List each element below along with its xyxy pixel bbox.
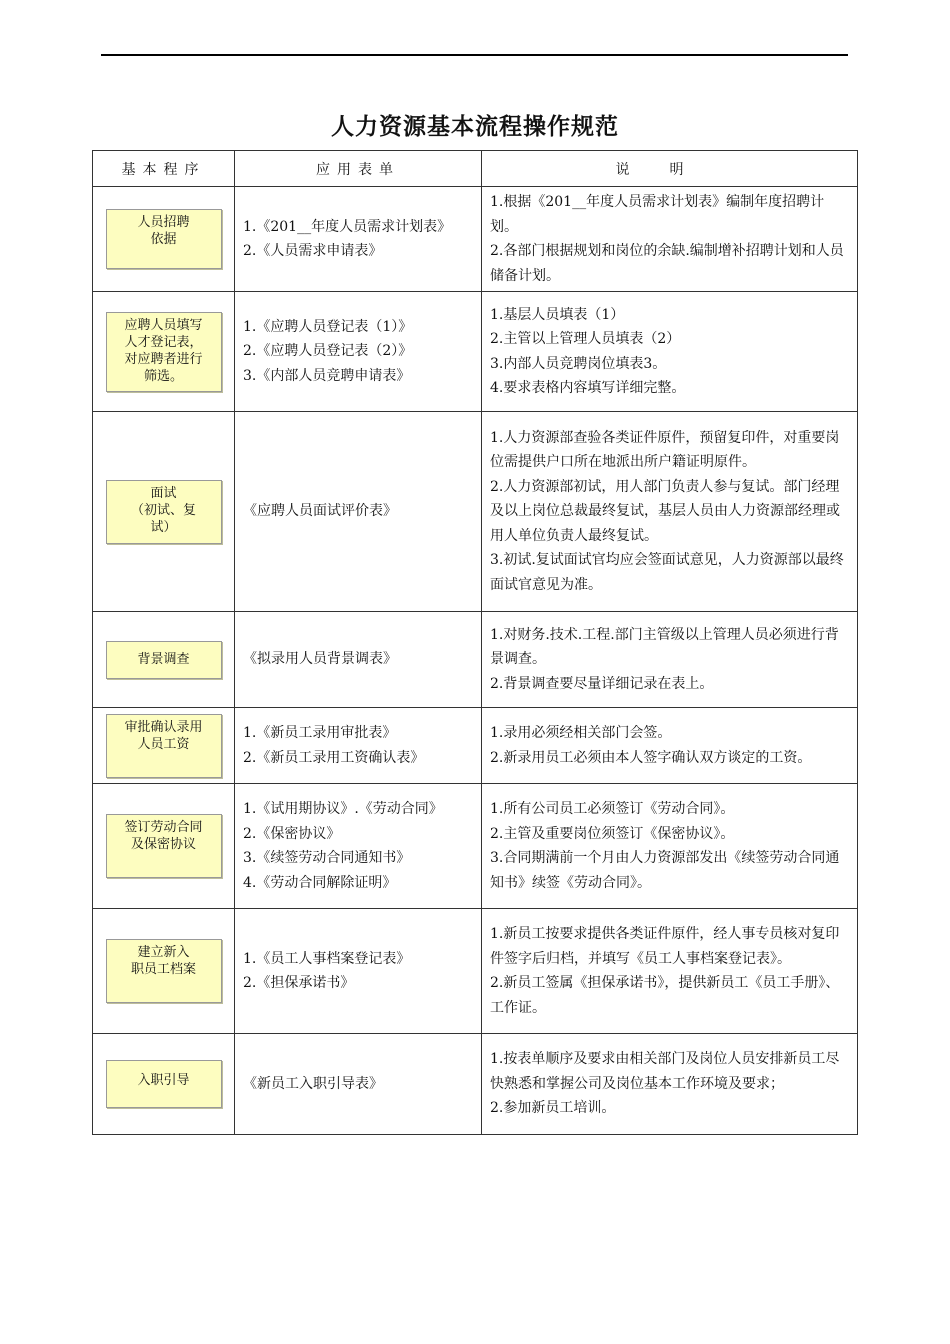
form-item: 1.《员工人事档案登记表》	[243, 950, 411, 967]
header-forms: 应用表单	[235, 151, 482, 187]
step-line: 及保密协议	[130, 837, 196, 852]
step-cell	[93, 612, 235, 708]
step-line: 依据	[150, 232, 177, 247]
table-row	[93, 708, 858, 784]
forms-cell	[235, 612, 482, 708]
form-item: 1.《试用期协议》.《劳动合同》	[243, 801, 443, 817]
step-line: 审批确认录用	[124, 719, 203, 735]
description-item: 2.人力资源部初试，用人部门负责人参与复试。部门经理及以上岗位总裁最终复试，基层人员由人力资源部经理或用人单位负责人最终复试。	[490, 478, 840, 544]
step-cell	[93, 909, 235, 1034]
description-cell	[482, 292, 858, 412]
table-row	[93, 292, 858, 412]
step-line: 人才登记表，	[124, 334, 203, 350]
forms-cell	[235, 784, 482, 909]
description-item: 2.背景调查要尽量详细记录在表上。	[490, 675, 714, 692]
form-item: 《新员工入职引导表》	[243, 1075, 383, 1092]
document-title: 人力资源基本流程操作规范	[331, 114, 619, 140]
description-item: 2.新员工签属《担保承诺书》，提供新员工《员工手册》、工作证。	[490, 975, 840, 1016]
form-item: 1.《应聘人员登记表（1）》	[243, 318, 413, 335]
table-row	[93, 909, 858, 1034]
header-basic-procedure: 基本程序	[93, 151, 235, 187]
description-item: 3.合同期满前一个月由人力资源部发出《续签劳动合同通知书》续签《劳动合同》。	[490, 850, 840, 891]
step-cell	[93, 292, 235, 412]
step-box	[106, 714, 222, 778]
header-rule	[101, 54, 848, 56]
description-item: 4.要求表格内容填写详细完整。	[490, 380, 686, 396]
step-cell	[93, 784, 235, 909]
description-item: 2.各部门根据规划和岗位的余缺.编制增补招聘计划和人员储备计划。	[490, 243, 844, 284]
step-line: 建立新入	[137, 945, 190, 960]
step-cell	[93, 1034, 235, 1135]
step-line: 试）	[150, 519, 177, 535]
description-item: 1.根据《201__年度人员需求计划表》编制年度招聘计划。	[490, 194, 825, 235]
step-line: 对应聘者进行	[124, 351, 203, 367]
description-item: 2.新录用员工必须由本人签字确认双方谈定的工资。	[490, 749, 812, 766]
description-cell	[482, 784, 858, 909]
description-cell	[482, 187, 858, 292]
forms-cell	[235, 412, 482, 612]
table-header-row	[93, 151, 858, 187]
header-description: 说明	[482, 151, 858, 187]
description-item: 1.人力资源部查验各类证件原件，预留复印件，对重要岗位需提供户口所在地派出所户籍证明原件。	[490, 429, 840, 471]
table-row	[93, 187, 858, 292]
description-item: 1.基层人员填表（1）	[490, 306, 625, 323]
form-item: 2.《应聘人员登记表（2）》	[243, 343, 413, 360]
description-cell	[482, 412, 858, 612]
step-line: 背景调查	[137, 651, 190, 667]
step-line: 人员工资	[137, 736, 190, 752]
description-item: 1.录用必须经相关部门会签。	[490, 725, 672, 741]
description-item: 3.初试.复试面试官均应会签面试意见，人力资源部以最终面试官意见为准。	[490, 552, 844, 593]
description-item: 2.主管以上管理人员填表（2）	[490, 331, 681, 347]
step-line: 签订劳动合同	[124, 820, 203, 835]
form-item: 2.《担保承诺书》	[243, 975, 355, 991]
form-item: 2.《保密协议》	[243, 825, 341, 842]
step-box	[106, 1060, 222, 1108]
forms-cell	[235, 187, 482, 292]
form-item: 2.《新员工录用工资确认表》	[243, 749, 425, 766]
description-cell	[482, 612, 858, 708]
form-item: 《应聘人员面试评价表》	[243, 503, 397, 520]
form-item: 《拟录用人员背景调表》	[243, 651, 397, 668]
form-item: 3.《续签劳动合同通知书》	[243, 850, 411, 866]
process-table	[92, 150, 858, 1135]
step-line: 职员工档案	[130, 962, 196, 977]
form-item: 1.《201__年度人员需求计划表》	[243, 218, 452, 235]
description-item: 1.按表单顺序及要求由相关部门及岗位人员安排新员工尽快熟悉和掌握公司及岗位基本工作环境及要求；	[490, 1051, 840, 1092]
step-line: 入职引导	[137, 1073, 190, 1088]
description-item: 2.参加新员工培训。	[490, 1100, 616, 1117]
step-line: 应聘人员填写	[124, 317, 203, 333]
forms-cell	[235, 292, 482, 412]
description-item: 2.主管及重要岗位须签订《保密协议》。	[490, 825, 735, 842]
step-box	[106, 939, 222, 1003]
step-box	[106, 641, 222, 679]
forms-cell	[235, 708, 482, 784]
step-box	[106, 814, 222, 878]
step-line: 筛选。	[143, 368, 183, 384]
form-item: 2.《人员需求申请表》	[243, 243, 383, 259]
form-item: 1.《新员工录用审批表》	[243, 725, 397, 741]
step-line: 人员招聘	[137, 215, 190, 230]
table-row	[93, 784, 858, 909]
step-cell	[93, 187, 235, 292]
table-row	[93, 412, 858, 612]
table-row	[93, 612, 858, 708]
form-item: 4.《劳动合同解除证明》	[243, 874, 397, 891]
step-box	[106, 312, 222, 392]
description-cell	[482, 1034, 858, 1135]
forms-cell	[235, 909, 482, 1034]
form-item: 3.《内部人员竞聘申请表》	[243, 367, 411, 384]
step-line: （初试、复	[130, 502, 196, 518]
step-cell	[93, 412, 235, 612]
table-row	[93, 1034, 858, 1135]
step-cell	[93, 708, 235, 784]
description-item: 1.所有公司员工必须签订《劳动合同》。	[490, 801, 735, 817]
description-cell	[482, 708, 858, 784]
description-item: 1.新员工按要求提供各类证件原件，经人事专员核对复印件签字后归档，并填写《员工人事档案登记表》。	[490, 926, 840, 967]
description-item: 3.内部人员竞聘岗位填表3。	[490, 355, 667, 372]
description-cell	[482, 909, 858, 1034]
step-line: 面试	[150, 485, 177, 501]
step-box	[106, 480, 222, 544]
forms-cell	[235, 1034, 482, 1135]
description-item: 1.对财务.技术.工程.部门主管级以上管理人员必须进行背景调查。	[490, 626, 839, 668]
step-box	[106, 209, 222, 269]
